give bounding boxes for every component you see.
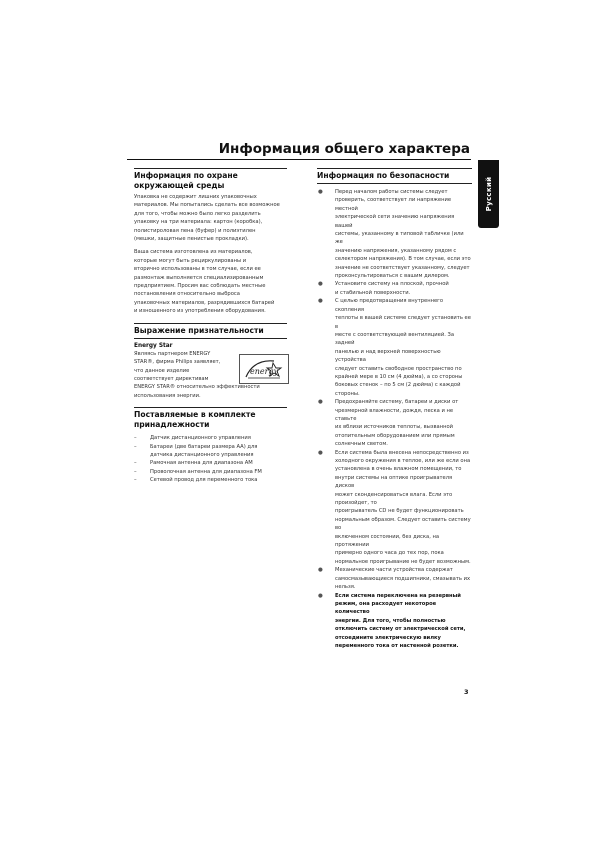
list-item: – Сетевой провод для переменного тока bbox=[134, 477, 258, 484]
title-rule bbox=[127, 159, 471, 160]
env-heading: Информация по охране окружающей среды bbox=[134, 171, 238, 190]
bullet-icon: ● bbox=[318, 189, 323, 195]
bullet-icon: ● bbox=[318, 399, 323, 406]
bullet-icon: ● bbox=[318, 592, 323, 599]
safety-heading: Информация по безопасности bbox=[317, 171, 450, 180]
section-rule bbox=[134, 407, 287, 408]
list-item: – Проволочная антенна для диапазона FM bbox=[134, 468, 262, 475]
list-item: ● Если система переключена на резервный режим, она расходует некоторое количество энергии. Для того, чтобы полностью отключить систему от электрической сети, отсоедините электрическую вилку переменного тока от настенной розетки. bbox=[318, 592, 466, 649]
energy-star-icon bbox=[240, 355, 288, 383]
list-item: – Датчик дистанционного управления bbox=[134, 435, 251, 442]
right-column bbox=[317, 168, 472, 650]
supplied-heading: Поставляемые в комплекте принадлежности bbox=[134, 410, 256, 430]
section-rule bbox=[134, 168, 287, 169]
energy-star-text: Являясь партнером ENERGY STAR®, фирма Philips заявляет, что данное изделие соответствует директивам ENERGY STAR® относительно эффективности использования энергии. bbox=[134, 350, 260, 399]
energy-star-title: Energy Star bbox=[134, 342, 173, 349]
page-number: 3 bbox=[464, 688, 469, 696]
env-paragraph-1: Упаковка не содержит лишних упаковочных материалов. Мы попытались сделать все возможное для того, чтобы можно было легко разделить упаковку на три материала: картон (коробка), полистироловая пена (буфер) и полиэтилен (мешки, защитные пенистые прокладки). bbox=[134, 194, 280, 243]
section-rule bbox=[134, 323, 287, 324]
list-item: ● Если система была внесена непосредственно из холодного окружения в теплое, или же если она установлена в очень влажном помещении, то внутри системы на оптике проигрывателя дисков может сконденсироваться влага. Если это произойдет, то проигрыватель CD не будет функционировать нормальным образом. Следует оставить систему во включенном состоянии, без диска, на протяжении примерно одного часа до тех пор, пока нормальное проигрывание не будет возможным. bbox=[318, 449, 471, 565]
language-tab-label: Русский bbox=[484, 176, 493, 212]
left-column bbox=[134, 168, 287, 485]
safety-list bbox=[317, 188, 472, 650]
list-item: – Батареи (две батареи размера AA) для датчика дистанционного управления bbox=[134, 443, 258, 458]
section-rule bbox=[317, 168, 472, 169]
list-item: ● Установите систему на плоской, прочной и стабильной поверхности. bbox=[318, 281, 449, 296]
energy-star-logo bbox=[239, 354, 289, 384]
bullet-icon: ● bbox=[318, 298, 323, 305]
thanks-heading: Выражение признательности bbox=[134, 325, 264, 335]
energy-logo-text: energy bbox=[250, 366, 279, 376]
list-item: ● Механические части устройства содержат самосмазывающиеся подшипники, смазывать их нельзя. bbox=[318, 567, 471, 591]
accessories-list bbox=[134, 434, 287, 484]
list-item: ● Предохраняйте систему, батареи и диски от чрезмерной влажности, дождя, песка и не ставьте их вблизи источников теплоты, вызванной отопительным оборудованием или прямым солнечным светом. bbox=[318, 399, 459, 448]
language-tab bbox=[478, 160, 499, 228]
bullet-icon: ● bbox=[318, 281, 323, 288]
section-rule bbox=[317, 183, 472, 184]
section-rule bbox=[134, 338, 287, 339]
env-paragraph-2: Ваша система изготовлена из материалов, которые могут быть рециркулированы и вторично использованы в том случае, если ее размонтаж выполняется специализированным предприятием. Просим вас соблюдать местные постановления относительно выброса упаковочных материалов, разрядившихся батарей и изношенного из употребления оборудования. bbox=[134, 249, 275, 315]
list-item: – Рамочная антенна для диапазона AM bbox=[134, 460, 253, 467]
list-item: ● Перед началом работы системы следует проверить, соответствует ли напряжение местной электрической сети значению напряжения вашей системы, указанному в типовой табличке (или же значению напряжения, указанному рядом с селектором напряжения). В том случае, если это значение не соответствует указанному, следует проконсультироваться с вашим дилером. bbox=[318, 189, 471, 280]
bullet-icon: ● bbox=[318, 449, 323, 456]
page-title: Информация общего характера bbox=[218, 141, 470, 157]
bullet-icon: ● bbox=[318, 567, 323, 574]
energy-star-block bbox=[134, 342, 287, 400]
list-item: ● С целью предотвращения внутреннего скопления теплоты в вашей системе следует установить ее в месте с соответствующей вентиляцией. За задней панелью и над верхней поверхностью устройства следует оставить свободное пространство по крайней мере в 10 см (4 дюйма), а со стороны боковых стенок – по 5 см (2 дюйма) с каждой стороны. bbox=[318, 298, 471, 397]
